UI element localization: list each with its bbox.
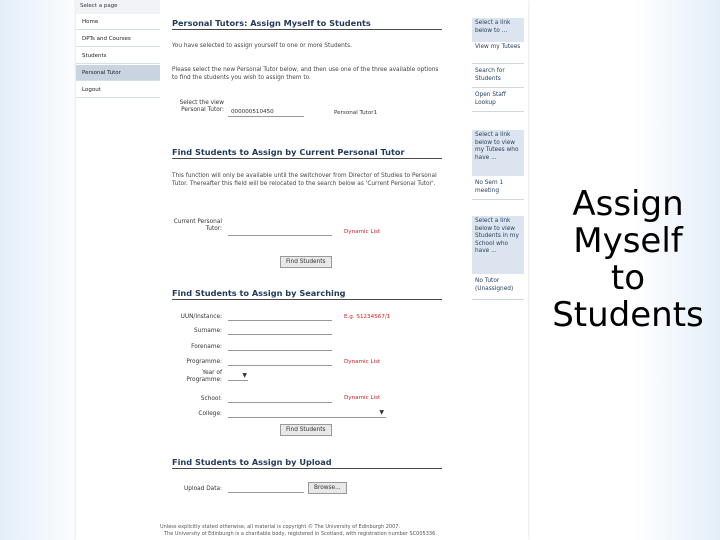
year-label: Year of Programme:: [186, 370, 222, 383]
find-students-by-tutor-button[interactable]: Find Students: [280, 256, 332, 268]
slide-title-line-1: Assign: [572, 184, 684, 224]
programme-label: Programme:: [186, 359, 222, 365]
link-open-staff-lookup[interactable]: Open Staff Lookup: [472, 90, 524, 112]
current-tutor-hint: Dynamic List: [344, 229, 381, 235]
nav-item-logout[interactable]: Logout: [76, 82, 160, 98]
upload-file-input[interactable]: [228, 484, 304, 493]
slide-title-line-3: to: [610, 258, 646, 298]
links-header-2: Select a link below to view my Tutees who have ...: [472, 130, 524, 176]
upload-label: Upload Data:: [184, 486, 222, 492]
link-no-tutor-unassigned[interactable]: No Tutor (Unassigned): [472, 276, 524, 300]
select-tutor-label: Select the view Personal Tutor:: [179, 100, 224, 113]
forename-label: Forename:: [191, 344, 222, 350]
instructions-text: Please select the new Personal Tutor below, and then use one of the three available options to find the students you wish to assign them to.: [172, 67, 439, 81]
footer-charity: The University of Edinburgh is a charitable body, registered in Scotland, with registration number SC005336.: [164, 531, 437, 537]
links-header-1: Select a link below to ...: [472, 18, 524, 42]
chevron-down-icon: ▼: [379, 409, 384, 416]
tutor-id-field[interactable]: 000000510450: [228, 108, 304, 117]
link-no-sem1-meeting[interactable]: No Sem 1 meeting: [472, 178, 524, 200]
intro-text: You have selected to assign yourself to one or more Students.: [172, 43, 352, 49]
current-tutor-note: This function will only be available until the switchover from Director of Studies to Personal Tutor. Thereafter this field will be relocated to the search below as 'Current Personal Tutor'.: [172, 173, 437, 187]
current-tutor-select[interactable]: [228, 227, 332, 236]
school-label: School:: [200, 396, 222, 402]
nav-item-students[interactable]: Students: [76, 48, 160, 64]
year-select[interactable]: [228, 372, 248, 381]
slide-title-line-4: Students: [552, 295, 704, 335]
college-select[interactable]: [228, 409, 386, 418]
nav-item-home[interactable]: Home: [76, 14, 160, 30]
slide-title-line-2: Myself: [573, 221, 683, 261]
find-students-search-button[interactable]: Find Students: [280, 424, 332, 436]
link-view-my-tutees[interactable]: View my Tutees: [472, 42, 524, 64]
college-label: College:: [198, 411, 222, 417]
section-title-search: Find Students to Assign by Searching: [172, 288, 442, 300]
footer-copyright: Unless explicitly stated otherwise, all material is copyright © The University of Edinburgh 2007.: [160, 524, 401, 530]
slide-title: [542, 186, 714, 334]
link-search-students[interactable]: Search for Students: [472, 66, 524, 88]
section-title-current-tutor: Find Students to Assign by Current Personal Tutor: [172, 147, 442, 159]
forename-input[interactable]: [228, 342, 332, 351]
section-title-upload: Find Students to Assign by Upload: [172, 457, 442, 469]
browser-page-frame: [76, 0, 528, 540]
page-title: Personal Tutors: Assign Myself to Students: [172, 18, 442, 30]
school-hint: Dynamic List: [344, 395, 381, 401]
left-navigation: [76, 0, 160, 100]
nav-header: Select a page: [76, 0, 160, 14]
school-select[interactable]: [228, 394, 332, 403]
tutor-name-text: Personal Tutor1: [334, 110, 378, 116]
nav-item-personal-tutor[interactable]: Personal Tutor: [76, 65, 160, 81]
programme-hint: Dynamic List: [344, 359, 381, 365]
programme-select[interactable]: [228, 357, 332, 366]
current-tutor-label: Current Personal Tutor:: [173, 219, 222, 232]
chevron-down-icon: ▼: [242, 372, 247, 379]
uun-hint: E.g. S1234567/1: [344, 314, 391, 320]
nav-item-dpts-courses[interactable]: DPTs and Courses: [76, 31, 160, 47]
uun-label: UUN/Instance:: [180, 314, 222, 320]
uun-input[interactable]: [228, 312, 332, 321]
surname-label: Surname:: [193, 328, 222, 334]
links-header-3: Select a link below to view Students in my School who have ...: [472, 216, 524, 274]
surname-input[interactable]: [228, 326, 332, 335]
browse-button[interactable]: Browse...: [308, 482, 347, 494]
